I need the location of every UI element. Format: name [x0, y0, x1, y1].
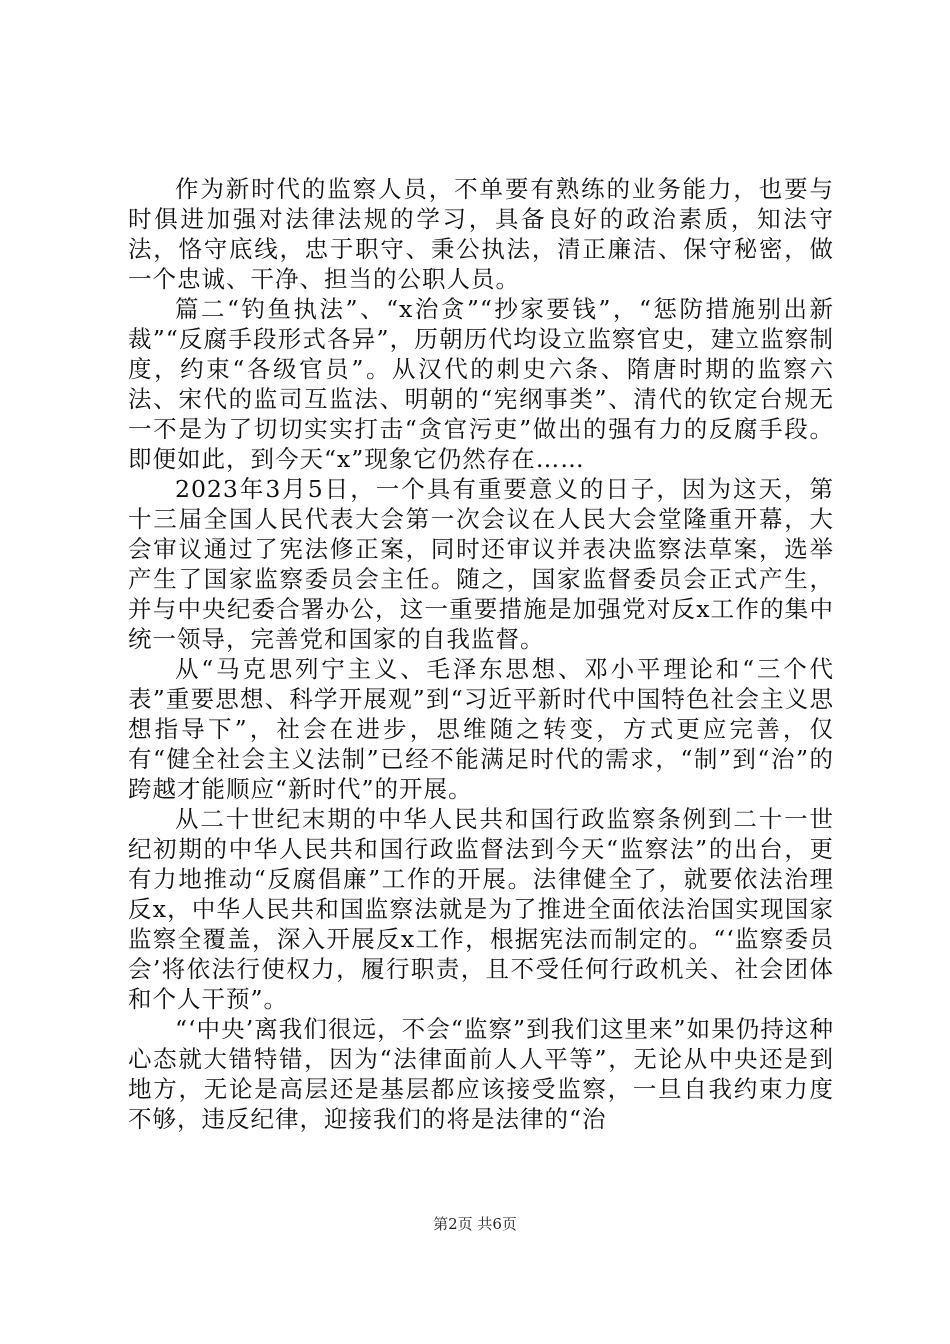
paragraph-1: 作为新时代的监察人员，不单要有熟练的业务能力，也要与时俱进加强对法律法规的学习，具备良好的政治素质，知法守法，恪守底线，忠于职守、秉公执法，清正廉洁、保守秘密，做一个忠诚、干净、担当的公职人员。: [128, 175, 834, 293]
paragraph-5: 从二十世纪末期的中华人民共和国行政监察条例到二十一世纪初期的中华人民共和国行政监督法到今天“监察法”的出台，更有力地推动“反腐倡廉”工作的开展。法律健全了，就要依法治理反x，中华人民共和国监察法就是为了推进全面依法治国实现国家监察全覆盖，深入开展反x工作，根据宪法而制定的。“‘监察委员会’将依法行使权力，履行职责，且不受任何行政机关、社会团体和个人干预”。: [128, 805, 834, 1013]
paragraph-6: “‘中央’离我们很远，不会“监察”到我们这里来”如果仍持这种心态就大错特错，因为“法律面前人人平等”，无论从中央还是到地方，无论是高层还是基层都应该接受监察，一旦自我约束力度不够，违反纪律，迎接我们的将是法律的“治: [128, 1015, 834, 1133]
document-body: [128, 174, 834, 1134]
page-number-footer: 第2页 共6页: [433, 1215, 517, 1233]
paragraph-3: 2023年3月5日，一个具有重要意义的日子，因为这天，第十三届全国人民代表大会第一次会议在人民大会堂隆重开幕，大会审议通过了宪法修正案，同时还审议并表决监察法草案，选举产生了国家监察委员会主任。随之，国家监督委员会正式产生，并与中央纪委合署办公，这一重要措施是加强党对反x工作的集中统一领导，完善党和国家的自我监督。: [128, 475, 834, 653]
paragraph-2: 篇二“钓鱼执法”、“x治贪”“抄家要钱”，“惩防措施别出新裁”“反腐手段形式各异”，历朝历代均设立监察官史，建立监察制度，约束“各级官员”。从汉代的刺史六条、隋唐时期的监察六法、宋代的监司互监法、明朝的“宪纲事类”、清代的钦定台规无一不是为了切切实实打击“贪官污吏”做出的强有力的反腐手段。即便如此，到今天“x”现象它仍然存在……: [128, 295, 834, 473]
paragraph-4: 从“马克思列宁主义、毛泽东思想、邓小平理论和“三个代表”重要思想、科学开展观”到“习近平新时代中国特色社会主义思想指导下”，社会在进步，思维随之转变，方式更应完善，仅有“健全社会主义法制”已经不能满足时代的需求，“制”到“治”的跨越才能顺应“新时代”的开展。: [128, 655, 834, 803]
